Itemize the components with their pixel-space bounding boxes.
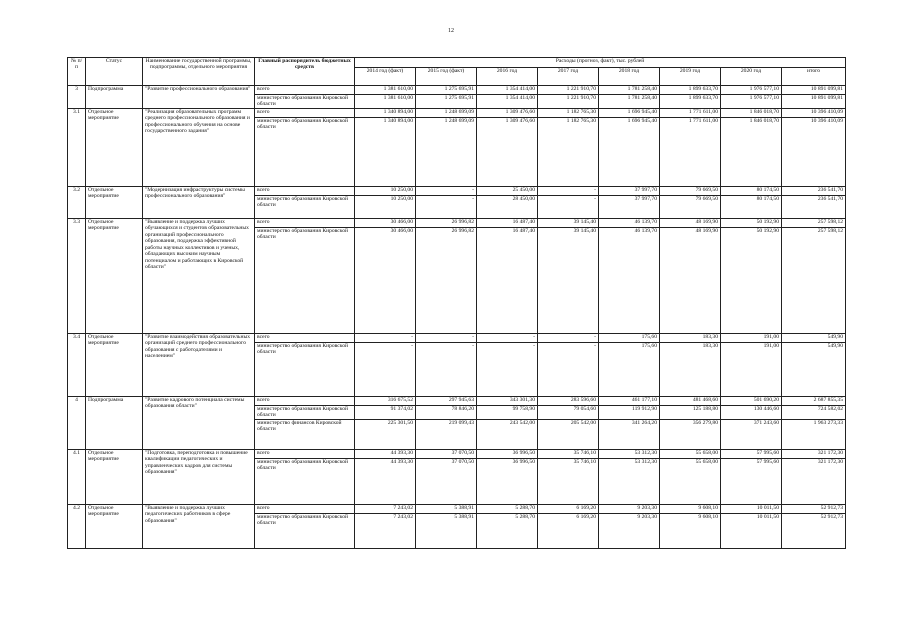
header-year: итого [782,68,846,86]
row-value: 30 466,00 [355,219,416,228]
row-value: 10 891 099,81 [782,86,846,95]
row-value: 1 221 910,70 [538,86,599,95]
row-gov: всего [255,109,355,118]
row-value: 724 582,02 [782,406,846,420]
header-year: 2014 год (факт) [355,68,416,86]
row-value: 80 174,50 [721,196,782,219]
row-value: 1 696 945,40 [599,118,660,187]
row-value: 26 996,82 [416,228,477,334]
table-row [68,109,846,118]
row-value: 1 275 695,91 [416,86,477,95]
row-value: 125 188,80 [660,406,721,420]
row-value: 79 669,50 [660,187,721,196]
row-gov: министерство образования Кировской области [255,228,355,334]
row-value: 356 279,80 [660,419,721,449]
row-value: 461 177,10 [599,397,660,406]
row-name: "Развитие кадрового потенциала системы образования области" [143,397,255,450]
table-header [68,58,846,86]
row-gov: всего [255,219,355,228]
row-value: 55 658,00 [660,458,721,504]
row-name: "Развитие взаимодействия образовательных организаций среднего профессионального образования с работодателями и населением" [143,334,255,397]
row-value: 1 771 611,00 [660,118,721,187]
row-gov: всего [255,504,355,513]
row-gov: всего [255,449,355,458]
row-value: 28 450,00 [477,196,538,219]
row-value: 35 746,10 [538,458,599,504]
row-value: 1 846 018,70 [721,109,782,118]
header-no: № п/п [68,58,86,86]
row-value: 257 598,12 [782,219,846,228]
row-status: Подпрограмма [86,397,143,450]
row-value: 7 243,02 [355,504,416,513]
row-value: 5 388,91 [416,504,477,513]
row-value: 1 976 577,10 [721,95,782,109]
row-value: 37 070,50 [416,449,477,458]
row-value: 55 658,00 [660,449,721,458]
row-value: 53 312,30 [599,449,660,458]
row-value: - [477,343,538,397]
row-value: 46 139,70 [599,219,660,228]
row-value: - [416,187,477,196]
row-gov: министерство образования Кировской области [255,458,355,504]
row-value: 5 288,70 [477,504,538,513]
row-value: 549,90 [782,343,846,397]
row-name: "Выявление и поддержка лучших педагогических работников в сфере образования" [143,504,255,548]
row-value: - [477,334,538,343]
row-gov: министерство образования Кировской области [255,343,355,397]
expenses-table [67,57,846,549]
header-expenses: Расходы (прогноз, факт), тыс. рублей [355,58,846,68]
row-value: 1 771 611,00 [660,109,721,118]
header-year: 2018 год [599,68,660,86]
row-value: 46 139,70 [599,228,660,334]
row-value: 1 248 699,09 [416,109,477,118]
row-value: 26 996,82 [416,219,477,228]
row-value: 5 288,70 [477,513,538,548]
row-value: 44 393,30 [355,458,416,504]
row-value: 283 596,60 [538,397,599,406]
row-value: 1 381 610,00 [355,95,416,109]
row-value: 130 446,60 [721,406,782,420]
row-value: 16 487,40 [477,219,538,228]
row-value: 1 781 258,40 [599,86,660,95]
row-value: 1 899 633,70 [660,95,721,109]
row-value: 1 309 476,60 [477,109,538,118]
row-value: 79 054,60 [538,406,599,420]
row-value: 10 396 410,09 [782,118,846,187]
row-value: 57 995,60 [721,449,782,458]
row-value: 37 070,50 [416,458,477,504]
row-value: 50 192,90 [721,219,782,228]
row-status: Отдельное мероприятие [86,449,143,504]
row-value: 321 172,30 [782,449,846,458]
table-row [68,504,846,513]
row-value: 1 309 476,60 [477,118,538,187]
row-value: 1 221 910,70 [538,95,599,109]
row-number: 3.3 [68,219,86,334]
row-gov: министерство образования Кировской области [255,196,355,219]
row-value: 39 145,40 [538,219,599,228]
row-value: 341 264,20 [599,419,660,449]
row-value: 183,30 [660,343,721,397]
row-status: Отдельное мероприятие [86,504,143,548]
row-value: 1 182 765,30 [538,109,599,118]
row-value: 36 996,50 [477,449,538,458]
row-value: 1 340 894,00 [355,109,416,118]
row-value: 175,60 [599,343,660,397]
row-value: - [416,334,477,343]
table-row [68,219,846,228]
row-value: 1 354 414,00 [477,86,538,95]
row-value: 219 099,43 [416,419,477,449]
table-row [68,397,846,406]
row-value: 1 963 273,33 [782,419,846,449]
row-value: 10 011,50 [721,504,782,513]
table-row [68,334,846,343]
header-year: 2015 год (факт) [416,68,477,86]
row-value: 481 468,60 [660,397,721,406]
row-value: 10 250,00 [355,196,416,219]
row-value: 119 912,90 [599,406,660,420]
row-gov: всего [255,334,355,343]
row-value: 1 781 258,40 [599,95,660,109]
row-number: 4 [68,397,86,450]
row-value: 225 301,50 [355,419,416,449]
row-number: 4.1 [68,449,86,504]
row-value: 39 145,40 [538,228,599,334]
row-value: 9 608,10 [660,513,721,548]
row-gov: министерство образования Кировской области [255,118,355,187]
row-name: "Выявление и поддержка лучших обучающихся и студентов образовательных организаций профессионального образования, поддержка эффективной работы научных коллективов и ученых, обладающих высоким научным потенциалом и работающих в Кировской области" [143,219,255,334]
row-value: 9 203,30 [599,504,660,513]
row-value: 9 608,10 [660,504,721,513]
row-gov: министерство образования Кировской области [255,406,355,420]
row-value: 205 542,00 [538,419,599,449]
header-status: Статус [86,58,143,86]
row-value: 30 466,00 [355,228,416,334]
row-value: 16 487,40 [477,228,538,334]
row-value: 48 169,90 [660,228,721,334]
row-value: 1 899 633,70 [660,86,721,95]
row-value: 1 976 577,10 [721,86,782,95]
row-value: 78 846,20 [416,406,477,420]
row-value: - [416,343,477,397]
row-status: Отдельное мероприятие [86,187,143,219]
row-value: 35 746,10 [538,449,599,458]
row-value: 5 388,91 [416,513,477,548]
row-name: "Реализация образовательных программ среднего профессионального образования и профессионального обучения на основе государственного задания" [143,109,255,187]
row-value: 37 997,70 [599,187,660,196]
row-value: 1 275 695,91 [416,95,477,109]
row-value: - [355,334,416,343]
row-value: 10 396 410,09 [782,109,846,118]
row-number: 4.2 [68,504,86,548]
row-value: 53 312,30 [599,458,660,504]
header-year: 2020 год [721,68,782,86]
row-value: 549,90 [782,334,846,343]
table-row [68,449,846,458]
row-value: - [538,196,599,219]
row-value: 52 912,73 [782,504,846,513]
row-value: 2 687 855,35 [782,397,846,406]
header-year: 2016 год [477,68,538,86]
row-gov: всего [255,187,355,196]
row-gov: всего [255,86,355,95]
header-gov: Главный распорядитель бюджетных средств [255,58,355,86]
row-value: 191,00 [721,343,782,397]
row-value: 1 354 414,00 [477,95,538,109]
row-name: "Подготовка, переподготовка и повышение квалификации педагогических и управленческих кадров для системы образования" [143,449,255,504]
row-value: 297 945,63 [416,397,477,406]
row-value: 48 169,90 [660,219,721,228]
row-gov: министерство образования Кировской области [255,95,355,109]
row-value: 343 301,30 [477,397,538,406]
row-status: Отдельное мероприятие [86,334,143,397]
row-value: 10 011,50 [721,513,782,548]
row-value: 6 169,20 [538,513,599,548]
row-value: 52 912,73 [782,513,846,548]
row-value: 44 393,30 [355,449,416,458]
row-value: 1 248 699,09 [416,118,477,187]
row-status: Отдельное мероприятие [86,109,143,187]
row-value: 1 381 610,00 [355,86,416,95]
row-value: - [538,343,599,397]
row-value: 257 598,12 [782,228,846,334]
row-value: 80 174,50 [721,187,782,196]
row-value: - [416,196,477,219]
row-name: "Развитие профессионального образования" [143,86,255,109]
page-number: 12 [448,28,454,34]
row-value: - [355,343,416,397]
row-number: 3.2 [68,187,86,219]
row-status: Подпрограмма [86,86,143,109]
row-value: 236 541,70 [782,187,846,196]
header-year: 2017 год [538,68,599,86]
row-value: 321 172,30 [782,458,846,504]
header-year: 2019 год [660,68,721,86]
row-value: 9 203,30 [599,513,660,548]
row-name: "Модернизация инфраструктуры системы профессионального образования" [143,187,255,219]
row-value: 175,60 [599,334,660,343]
row-number: 3 [68,86,86,109]
row-value: 99 758,90 [477,406,538,420]
row-value: 1 696 945,40 [599,109,660,118]
row-value: 191,00 [721,334,782,343]
row-gov: всего [255,397,355,406]
row-value: 37 997,70 [599,196,660,219]
row-value: 57 995,60 [721,458,782,504]
row-value: 1 340 894,00 [355,118,416,187]
row-value: 36 996,50 [477,458,538,504]
row-value: 7 243,02 [355,513,416,548]
row-value: 6 169,20 [538,504,599,513]
row-value: 371 243,60 [721,419,782,449]
row-value: 236 541,70 [782,196,846,219]
row-value: 183,30 [660,334,721,343]
row-value: - [538,334,599,343]
row-value: 1 846 018,70 [721,118,782,187]
row-gov: министерство финансов Кировской области [255,419,355,449]
row-value: 10 891 099,81 [782,95,846,109]
header-name: Наименование государственной программы, подпрограммы, отдельного мероприятия [143,58,255,86]
row-value: 243 542,00 [477,419,538,449]
row-value: 1 182 765,30 [538,118,599,187]
table-row [68,86,846,95]
row-value: 25 450,00 [477,187,538,196]
row-value: 91 374,02 [355,406,416,420]
row-number: 3.1 [68,109,86,187]
row-value: 316 675,52 [355,397,416,406]
table-row [68,187,846,196]
row-value: 79 669,50 [660,196,721,219]
row-number: 3.4 [68,334,86,397]
row-value: 501 690,20 [721,397,782,406]
row-value: 10 250,00 [355,187,416,196]
row-gov: министерство образования Кировской области [255,513,355,548]
row-status: Отдельное мероприятие [86,219,143,334]
row-value: 50 192,90 [721,228,782,334]
row-value: - [538,187,599,196]
